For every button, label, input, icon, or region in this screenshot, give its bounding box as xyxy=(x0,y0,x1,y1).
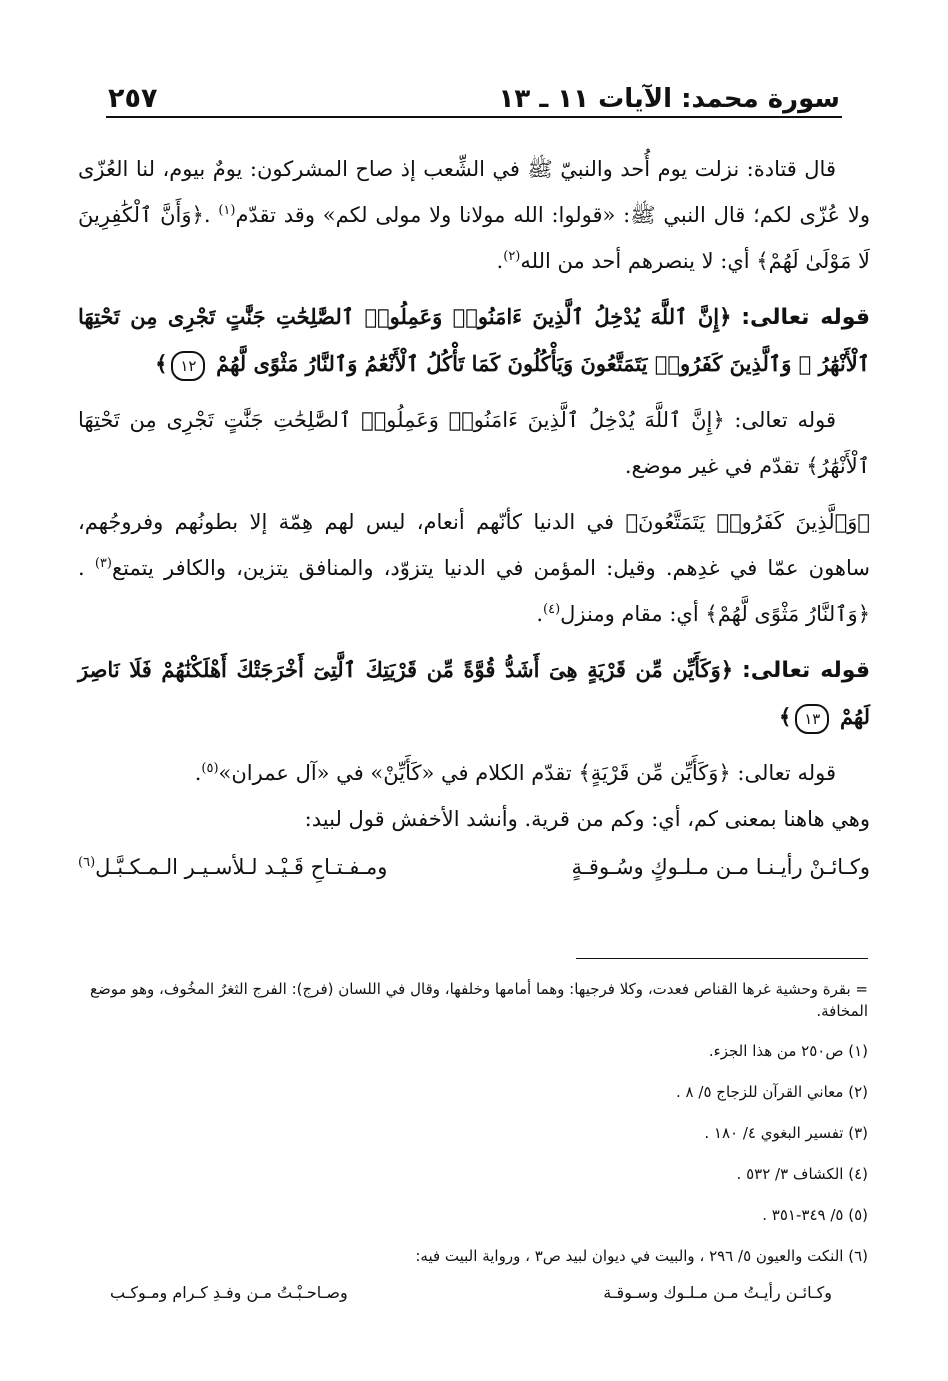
paragraph-text: تقدّم في غير موضع. xyxy=(624,454,800,478)
header-rule xyxy=(106,116,842,118)
poem-hemistich-first: وكـائـنْ رأيـنـا مـن مـلـوكٍ وسُـوقـةٍ xyxy=(571,855,870,879)
paragraph-text: أي: مقام ومنزل xyxy=(560,602,699,626)
verse-heading-label: قوله تعالى: xyxy=(741,305,870,330)
footnote-1: (١) ص٢٥٠ من هذا الجزء. xyxy=(708,1042,868,1060)
paragraph-text: في الدنيا كأنّهم أنعام، ليس لهم هِمّة إلا بطونُهم وفروجُهم، ساهون عمّا في غدِهم. وقيل: المؤمن في الدنيا يتزوّد، والمنافق يتزين، والكافر يتمتع xyxy=(78,510,870,580)
paragraph-commentary-12b: ﴿وَٱلَّذِينَ كَفَرُوا۟ يَتَمَتَّعُونَ﴾ في الدنيا كأنّهم أنعام، ليس لهم هِمّة إلا بطونُهم وفروجُهم، ساهون عمّا في غدِهم. وقيل: المؤمن في الدنيا يتزوّد، والمنافق يتزين، والكافر يتمتع$^{(٣)}$ .﴿وَٱلنَّارُ مَثْوًى لَّهُمْ﴾ أي: مقام ومنزل$^{(٤)}$. xyxy=(78,510,870,626)
quran-quote: ﴿وَٱلَّذِينَ كَفَرُوا۟ يَتَمَتَّعُونَ﴾ xyxy=(625,510,870,534)
verse-close: ﴾ xyxy=(155,351,168,376)
verse-text: ﴿وَكَأَيِّن مِّن قَرْيَةٍ هِىَ أَشَدُّ قُوَّةً مِّن قَرْيَتِكَ ٱلَّتِىٓ أَخْرَجَتْكَ أَهْلَكْنَٰهُمْ فَلَا نَاصِرَ لَهُمْ xyxy=(78,657,870,729)
footnote-poem xyxy=(80,1282,868,1304)
footnote-3: (٣) تفسير البغوي ٤/ ١٨٠ . xyxy=(704,1124,868,1142)
footnote-continuation: = بقرة وحشية غرها القناص فعدت، وكلا فرجيها: وهما أمامها وخلفها، وقال في اللسان (فرج): الفرج الثغرُ المخُوف، وهو موضع المخافة. xyxy=(90,980,868,1020)
quran-quote: ﴿وَأَنَّ ٱلْكَٰفِرِينَ لَا مَوْلَىٰ لَهُمْ﴾ xyxy=(78,203,870,273)
paragraph-commentary-13: قوله تعالى: ﴿وَكَأَيِّن مِّن قَرْيَةٍ﴾ تقدّم الكلام في «كَأَيِّنْ» في «آل عمران»$^{(٥)}$. وهي هاهنا بمعنى كم، أي: وكم من قرية. وأنشد الأخفش قول لبيد: xyxy=(194,761,870,831)
footnote-ref: (٢) xyxy=(503,249,521,264)
footnote-6: (٦) النكت والعيون ٥/ ٢٩٦ ، والبيت في ديوان لبيد ص٣ ، ورواية البيت فيه: xyxy=(415,1247,868,1265)
page-header xyxy=(108,70,840,114)
paragraph-text: قال قتادة: نزلت يوم أُحد والنبيّ ﷺ في الشِّعب إذ صاح المشركون: يومٌ بيوم، لنا العُزّى ولا عُزّى لكم؛ قال النبي ﷺ: «قولوا: الله مولانا ولا مولى لكم» وقد تقدّم xyxy=(78,157,870,227)
verse-heading-label: قوله تعالى: xyxy=(742,658,870,683)
quran-quote: ﴿إِنَّ ٱللَّهَ يُدْخِلُ ٱلَّذِينَ ءَامَنُوا۟ وَعَمِلُوا۟ ٱلصَّٰلِحَٰتِ جَنَّٰتٍ تَجْرِى مِن تَحْتِهَا ٱلْأَنْهَٰرُ﴾ xyxy=(78,408,870,478)
footnote-ref: (٥) xyxy=(201,761,219,776)
footnote-ref: (٦) xyxy=(78,855,96,870)
lead-text: قوله تعالى: xyxy=(737,761,836,785)
verse-heading-12 xyxy=(78,294,870,387)
footnote-separator xyxy=(576,958,868,959)
poem-verse xyxy=(78,844,870,890)
paragraph-qatada: قال قتادة: نزلت يوم أُحد والنبيّ ﷺ في الشِّعب إذ صاح المشركون: يومٌ بيوم، لنا العُزّى ولا عُزّى لكم؛ قال النبي ﷺ: «قولوا: الله مولانا ولا مولى لكم» وقد تقدّم$^{(١)}$ .﴿وَأَنَّ ٱلْكَٰفِرِينَ لَا مَوْلَىٰ لَهُمْ﴾ أي: لا ينصرهم أحد من الله$^{(٢)}$. xyxy=(78,157,870,273)
footnote-ref: (٣) xyxy=(94,556,112,571)
lead-text: قوله تعالى: xyxy=(734,408,836,432)
main-text xyxy=(78,146,870,890)
footnote-ref: (١) xyxy=(218,203,236,218)
ayah-number-badge: ١٣ xyxy=(795,704,829,734)
footnote-4: (٤) الكشاف ٣/ ٥٣٢ . xyxy=(736,1165,868,1183)
verse-heading-13 xyxy=(78,647,870,740)
surah-title: سورة محمد: الآيات ١١ ـ ١٣ xyxy=(498,84,840,114)
quran-quote: ﴿وَٱلنَّارُ مَثْوًى لَّهُمْ﴾ xyxy=(705,602,870,626)
paragraph-text: وهي هاهنا بمعنى كم، أي: وكم من قرية. وأنشد الأخفش قول لبيد: xyxy=(304,807,870,831)
paragraph-text: تقدّم الكلام في «كَأَيِّنْ» في «آل عمران» xyxy=(218,761,572,785)
verse-close: ﴾ xyxy=(778,704,792,729)
poem-hemistich-first: وكـائـن رأيـتُ مـن مـلـوك وسـوقـة xyxy=(603,1283,832,1302)
page-number: ٢٥٧ xyxy=(108,83,158,114)
paragraph-text: أي: لا ينصرهم أحد من الله xyxy=(520,249,750,273)
ayah-number-badge: ١٢ xyxy=(171,351,205,381)
verse-text: ﴿إِنَّ ٱللَّهَ يُدْخِلُ ٱلَّذِينَ ءَامَنُوا۟ وَعَمِلُوا۟ ٱلصَّٰلِحَٰتِ جَنَّٰتٍ تَجْرِى مِن تَحْتِهَا ٱلْأَنْهَٰرُ ۖ وَٱلَّذِينَ كَفَرُوا۟ يَتَمَتَّعُونَ وَيَأْكُلُونَ كَمَا تَأْكُلُ ٱلْأَنْعَٰمُ وَٱلنَّارُ مَثْوًى لَّهُمْ xyxy=(78,304,870,376)
poem-hemistich-second: ومـفـتـاحِ قَـيْـد لـلأسـيـر الـمـكـبَّـل xyxy=(95,855,388,879)
footnotes xyxy=(80,972,868,1304)
quran-quote: ﴿وَكَأَيِّن مِّن قَرْيَةٍ﴾ xyxy=(578,761,731,785)
paragraph-commentary-12a xyxy=(78,397,870,489)
footnote-ref: (٤) xyxy=(543,602,561,617)
poem-hemistich-second: وصـاحـبْـتُ مـن وفـدِ كـرام ومـوكـب xyxy=(110,1283,348,1302)
footnote-2: (٢) معاني القرآن للزجاج ٥/ ٨ . xyxy=(676,1083,868,1101)
footnote-5: (٥) ٥/ ٣٤٩-٣٥١ . xyxy=(762,1206,868,1224)
